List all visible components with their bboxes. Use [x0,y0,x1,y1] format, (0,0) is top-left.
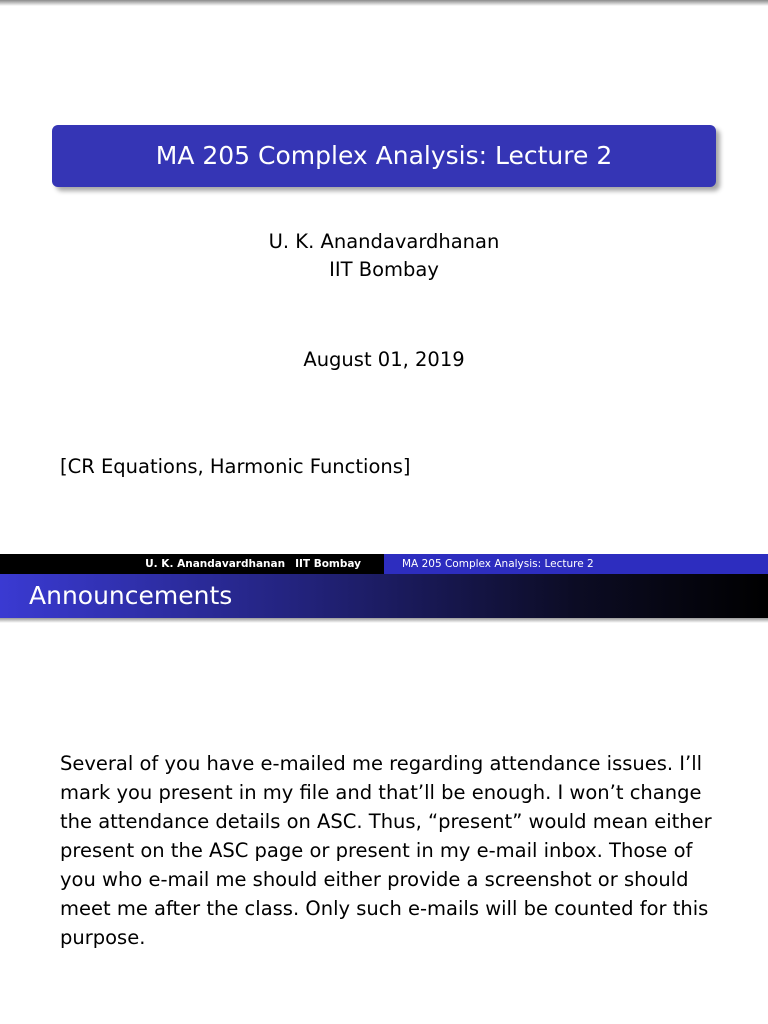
footer-short-title: MA 205 Complex Analysis: Lecture 2 [402,558,594,570]
footer-author: U. K. Anandavardhanan [145,558,286,570]
lecture-date: August 01, 2019 [303,348,465,371]
frame-title-bar [0,574,768,618]
footer-author-section [0,554,384,574]
footer-title-section [384,554,768,574]
institute-name: IIT Bombay [329,258,439,281]
author-block [0,228,768,284]
frame-title: Announcements [29,581,233,610]
announcement-text: Several of you have e-mailed me regarding attendance issues. I’ll mark you present in my file and that’ll be enough. I won’t change the attendance details on ASC. Thus, “present” would mean either present on the ASC page or present in my e-mail inbox. Those of you who e-mail me should either provide a screenshot or should meet me after the class. Only such e-mails will be counted for this purpose. [60,752,712,949]
frame-title-shadow [0,618,768,623]
lecture-topics: [CR Equations, Harmonic Functions] [60,455,411,478]
slide-footer [0,554,768,574]
title-slide [0,6,768,554]
lecture-title-box [52,125,716,187]
footer-institute: IIT Bombay [295,558,361,570]
author-name: U. K. Anandavardhanan [268,230,500,253]
lecture-title: MA 205 Complex Analysis: Lecture 2 [155,141,613,170]
